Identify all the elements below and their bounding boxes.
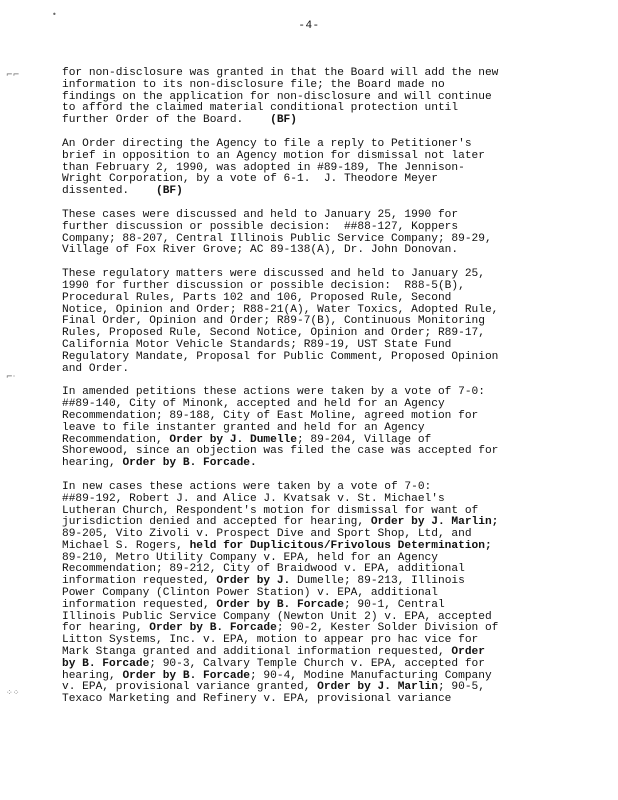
- margin-mark: •: [52, 10, 57, 19]
- text-segment: ##89-192, Robert J. and Alice J. Kvatsak v. St. Michael's: [62, 492, 445, 505]
- text-line: [62, 364, 552, 376]
- text-segment: Texaco Marketing and Refinery v. EPA, provisional variance: [62, 693, 452, 706]
- text-segment: These regulatory matters were discussed and held to January 25,: [62, 268, 485, 281]
- paragraph: [62, 139, 552, 198]
- bold-text-segment: Order by J. Marlin;: [370, 516, 499, 529]
- text-segment: information requested,: [62, 598, 217, 611]
- text-segment: Procedural Rules, Parts 102 and 106, Proposed Rule, Second: [62, 291, 452, 304]
- text-segment: ; 89-204, Village of: [296, 433, 432, 446]
- text-segment: further Order of the Board.: [62, 114, 271, 127]
- text-segment: jurisdiction denied and accepted for hearing,: [62, 516, 371, 529]
- text-segment: 1990 for further discussion or possible decision: R88-5(B),: [62, 279, 465, 292]
- bold-text-segment: Order by B. Forcade.: [122, 457, 257, 470]
- text-segment: Power Company (Clinton Power Station) v. EPA, additional: [62, 587, 438, 600]
- text-segment: 89-210, Metro Utility Company v. EPA, held for an Agency: [62, 551, 438, 564]
- text-segment: than February 2, 1990, was adopted in #89-189, The Jennison-: [62, 161, 465, 174]
- bold-text-segment: Order by J. Marlin: [317, 681, 438, 694]
- margin-mark: ⌐·: [6, 372, 16, 381]
- text-segment: 89-205, Vito Zivoli v. Prospect Dive and Sport Shop, Ltd, and: [62, 528, 472, 541]
- paragraph: [62, 387, 552, 470]
- paragraph: [62, 269, 552, 375]
- text-line: [62, 186, 552, 198]
- text-segment: Wright Corporation, by a vote of 6-1. J. Theodore Meyer: [62, 173, 438, 186]
- text-segment: In amended petitions these actions were taken by a vote of 7-0:: [62, 386, 485, 399]
- text-segment: and Order.: [62, 362, 130, 375]
- text-segment: to afford the claimed material conditional protection until: [62, 102, 459, 115]
- text-segment: Michael S. Rogers,: [62, 539, 190, 552]
- text-segment: ##89-140, City of Minonk, accepted and held for an Agency: [62, 398, 445, 411]
- text-segment: for hearing,: [62, 622, 150, 635]
- text-segment: ; 90-2, Kester Solder Division of: [276, 622, 499, 635]
- text-segment: Village of Fox River Grove; AC 89-138(A), Dr. John Donovan.: [62, 244, 459, 257]
- text-segment: ; 90-4, Modine Manufacturing Company: [250, 669, 492, 682]
- text-segment: California Motor Vehicle Standards; R89-19, UST State Fund: [62, 338, 452, 351]
- bold-text-segment: Order by J. Dumelle: [169, 433, 297, 446]
- text-segment: Recommendation; 89-212, City of Braidwood v. EPA, additional: [62, 563, 465, 576]
- text-segment: Rules, Proposed Rule, Second Notice, Opinion and Order; R89-17,: [62, 327, 485, 340]
- text-segment: Regulatory Mandate, Proposal for Public Comment, Proposed Opinion: [62, 350, 499, 363]
- bold-text-segment: (BF): [270, 114, 297, 127]
- text-segment: ; 90-5,: [437, 681, 485, 694]
- text-segment: These cases were discussed and held to January 25, 1990 for: [62, 208, 459, 221]
- text-segment: brief in opposition to an Agency motion for dismissal not later: [62, 149, 485, 162]
- text-segment: Lutheran Church, Respondent's motion for dismissal for want of: [62, 504, 479, 517]
- text-line: [62, 245, 552, 257]
- text-line: [62, 458, 552, 470]
- text-segment: findings on the application for non-disclosure and will continue: [62, 90, 492, 103]
- text-segment: hearing,: [62, 669, 123, 682]
- bold-text-segment: held for Duplicitous/Frivolous Determination;: [189, 539, 492, 552]
- text-segment: Recommendation; 89-188, City of East Moline, agreed motion for: [62, 409, 479, 422]
- text-segment: Dumelle; 89-213, Illinois: [290, 575, 465, 588]
- text-segment: Final Order, Opinion and Order; R89-7(B), Continuous Monitoring: [62, 315, 485, 328]
- text-segment: ; 90-3, Calvary Temple Church v. EPA, accepted for: [149, 657, 485, 670]
- text-segment: Notice, Opinion and Order; R88-21(A), Water Toxics, Adopted Rule,: [62, 303, 499, 316]
- bold-text-segment: Order by J.: [216, 575, 291, 588]
- body-text: [62, 68, 552, 718]
- text-line: [62, 352, 552, 364]
- text-segment: v. EPA, provisional variance granted,: [62, 681, 318, 694]
- text-segment: Litton Systems, Inc. v. EPA, motion to appear pro hac vice for: [62, 634, 479, 647]
- text-segment: leave to file instanter granted and held for an Agency: [62, 421, 425, 434]
- bold-text-segment: Order by B. Forcade: [216, 598, 344, 611]
- bold-text-segment: Order by B. Forcade: [122, 669, 250, 682]
- margin-mark: ⌐⌐: [6, 70, 20, 79]
- page-number: -4-: [298, 20, 320, 32]
- text-segment: Recommendation,: [62, 433, 170, 446]
- text-segment: dissented.: [62, 185, 156, 198]
- text-segment: information requested,: [62, 575, 217, 588]
- text-line: [62, 115, 552, 127]
- paragraph: [62, 68, 552, 127]
- text-segment: further discussion or possible decision: ##88-127, Koppers: [62, 220, 459, 233]
- text-line: [62, 694, 552, 706]
- text-segment: Shorewood, since an objection was filed the case was accepted for: [62, 445, 499, 458]
- text-segment: for non-disclosure was granted in that the Board will add the new: [62, 67, 499, 79]
- paragraph: [62, 210, 552, 257]
- margin-mark: ⁘⁘: [6, 688, 20, 697]
- text-segment: information to its non-disclosure file; the Board made no: [62, 78, 445, 91]
- bold-text-segment: by B. Forcade: [62, 657, 150, 670]
- text-segment: hearing,: [62, 457, 123, 470]
- text-segment: Company; 88-207, Central Illinois Public Service Company; 89-29,: [62, 232, 492, 245]
- bold-text-segment: Order: [451, 646, 485, 659]
- text-segment: ; 90-1, Central: [343, 598, 445, 611]
- text-segment: An Order directing the Agency to file a reply to Petitioner's: [62, 137, 472, 150]
- text-segment: In new cases these actions were taken by a vote of 7-0:: [62, 480, 432, 493]
- text-segment: Illinois Public Service Company (Newton Unit 2) v. EPA, accepted: [62, 610, 492, 623]
- bold-text-segment: Order by B. Forcade: [149, 622, 277, 635]
- bold-text-segment: (BF): [156, 185, 183, 198]
- paragraph: [62, 482, 552, 706]
- text-segment: Mark Stanga granted and additional information requested,: [62, 646, 452, 659]
